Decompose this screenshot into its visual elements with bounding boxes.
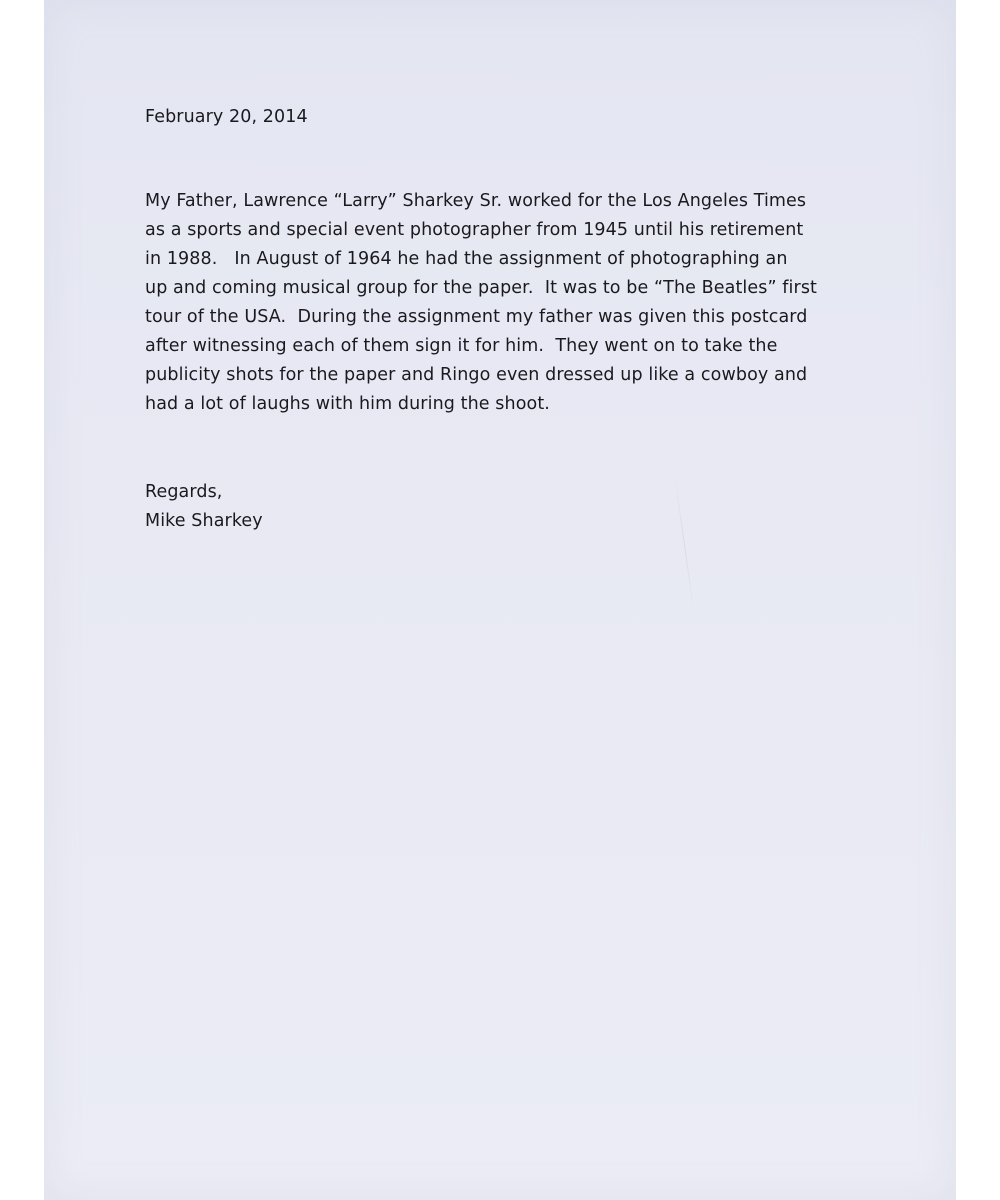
body-line: up and coming musical group for the paper. It was to be “The Beatles” first bbox=[145, 278, 817, 298]
body-line: as a sports and special event photographer from 1945 until his retirement bbox=[145, 220, 804, 240]
paper-crease bbox=[674, 471, 696, 620]
body-line: My Father, Lawrence “Larry” Sharkey Sr. worked for the Los Angeles Times bbox=[145, 191, 807, 211]
letter-page bbox=[44, 0, 956, 1200]
body-line: publicity shots for the paper and Ringo even dressed up like a cowboy and bbox=[145, 365, 808, 385]
body-line: in 1988. In August of 1964 he had the assignment of photographing an bbox=[145, 249, 788, 269]
signer-name: Mike Sharkey bbox=[145, 511, 263, 531]
body-line: after witnessing each of them sign it for him. They went on to take the bbox=[145, 336, 778, 356]
letter-body bbox=[145, 187, 817, 419]
letter-date: February 20, 2014 bbox=[145, 107, 308, 127]
closing-salutation: Regards, bbox=[145, 482, 223, 502]
body-line: had a lot of laughs with him during the shoot. bbox=[145, 394, 550, 414]
letter-closing bbox=[145, 478, 263, 536]
body-line: tour of the USA. During the assignment my father was given this postcard bbox=[145, 307, 808, 327]
